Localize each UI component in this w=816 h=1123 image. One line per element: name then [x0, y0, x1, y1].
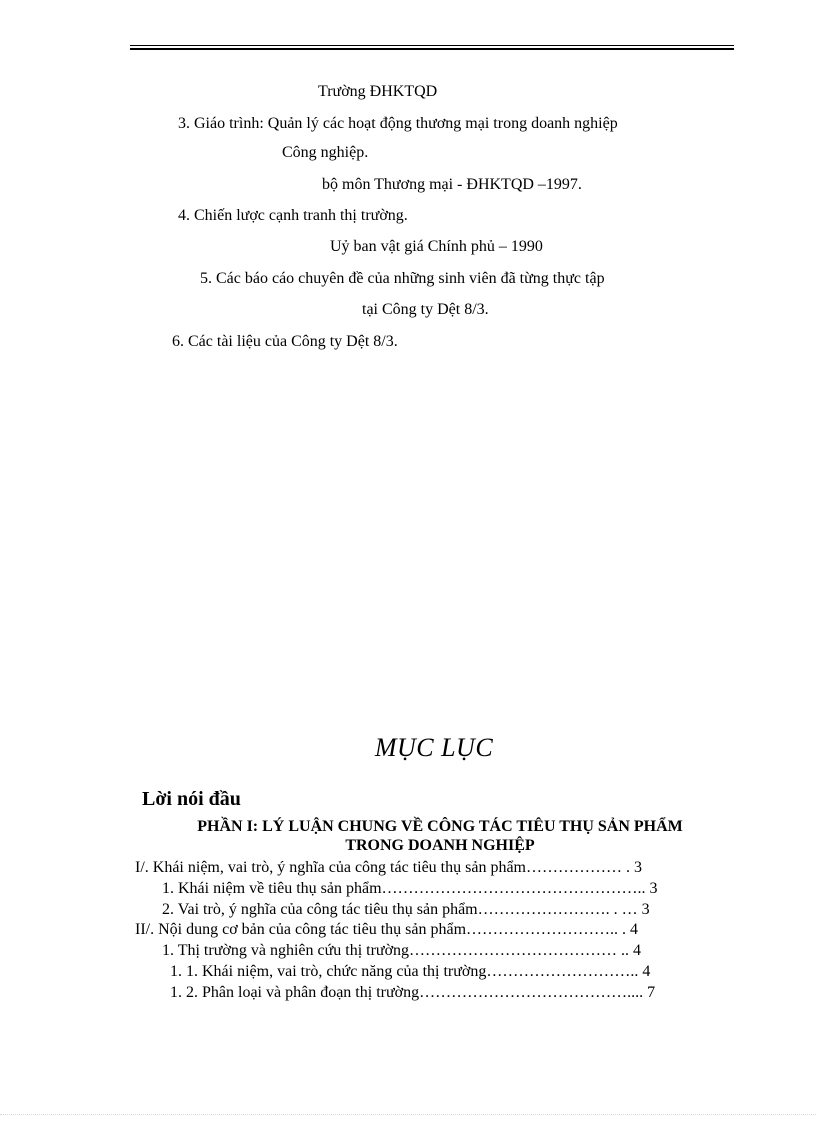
reference-item-6: 6. Các tài liệu của Công ty Dệt 8/3. [172, 333, 398, 350]
toc-preface: Lời nói đầu [142, 788, 241, 810]
header-rule [130, 45, 734, 46]
reference-university: Trường ĐHKTQD [318, 83, 438, 100]
reference-item-3-source: bộ môn Thương mại - ĐHKTQD –1997. [322, 176, 582, 193]
reference-item-4-source: Uỷ ban vật giá Chính phủ – 1990 [330, 238, 543, 255]
toc-title: MỤC LỤC [374, 733, 494, 762]
toc-entry: I/. Khái niệm, vai trò, ý nghĩa của công tác tiêu thụ sản phẩm……………… . 3 [135, 859, 642, 876]
toc-part-1-heading-cont: TRONG DOANH NGHIỆP [345, 837, 535, 854]
reference-item-3: 3. Giáo trình: Quản lý các hoạt động thương mại trong doanh nghiệp [178, 115, 618, 132]
toc-entry: 1. 2. Phân loại và phân đoạn thị trường………………………………….... 7 [170, 984, 656, 1001]
footer-rule [0, 1114, 816, 1116]
toc-entry: 2. Vai trò, ý nghĩa của công tác tiêu thụ sản phẩm……………………. . … 3 [162, 901, 650, 918]
reference-item-5: 5. Các báo cáo chuyên đề của những sinh viên đã từng thực tập [200, 270, 605, 287]
toc-part-1-heading: PHẦN I: LÝ LUẬN CHUNG VỀ CÔNG TÁC TIÊU THỤ SẢN PHẨM [197, 818, 683, 835]
toc-entry: II/. Nội dung cơ bản của công tác tiêu thụ sản phẩm……………………….. . 4 [135, 921, 639, 938]
header-rule-thick [130, 48, 734, 50]
toc-entry: 1. 1. Khái niệm, vai trò, chức năng của thị trường……………………….. 4 [170, 963, 651, 980]
toc-entry: 1. Thị trường và nghiên cứu thị trường………………………………… .. 4 [162, 942, 642, 959]
reference-item-4: 4. Chiến lược cạnh tranh thị trường. [178, 207, 408, 224]
reference-item-3-continued: Công nghiệp. [282, 144, 369, 161]
reference-item-5-continued: tại Công ty Dệt 8/3. [362, 301, 489, 318]
toc-entry: 1. Khái niệm về tiêu thụ sản phẩm………………………………………….. 3 [162, 880, 658, 897]
